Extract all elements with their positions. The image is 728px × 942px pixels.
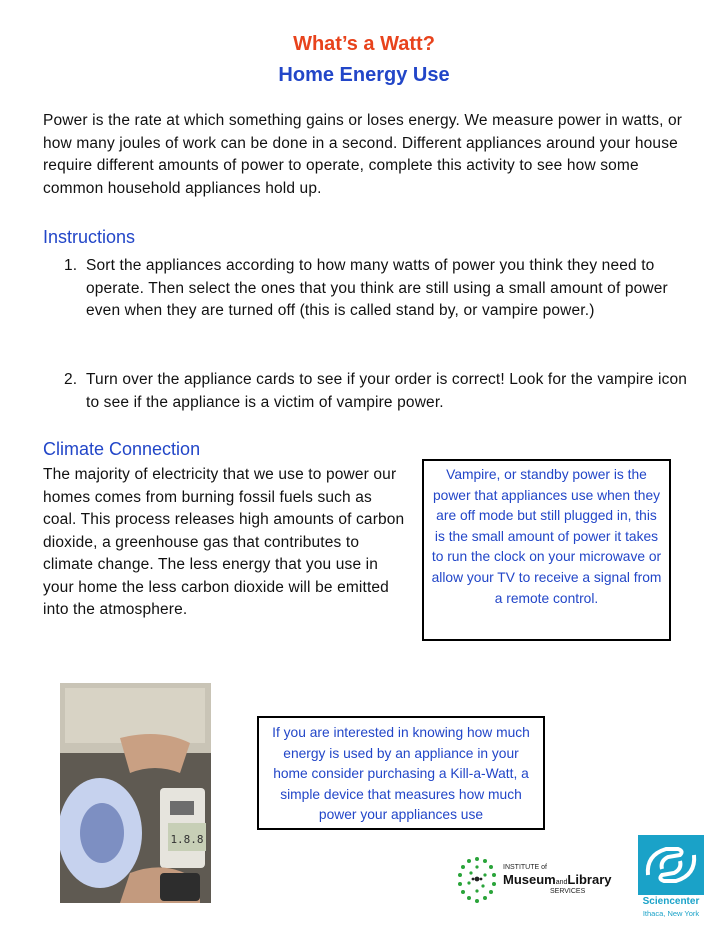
kill-a-watt-photo xyxy=(60,683,211,903)
page-subtitle: Home Energy Use xyxy=(278,64,450,86)
imls-services-text: SERVICES xyxy=(550,888,586,895)
instruction-text-1: Sort the appliances according to how many watts of power you think they need to operate. Then select the ones that you think are still using a small amount of power even when they are turned off (this is called stand by, or vampire power.) xyxy=(86,257,668,319)
imls-starburst-icon xyxy=(455,855,499,905)
instruction-text-2: Turn over the appliance cards to see if your order is correct! Look for the vampire icon to see if the appliance is a victim of vampire power. xyxy=(86,371,688,411)
kill-a-watt-photo-illustration xyxy=(60,683,211,903)
kill-a-watt-callout: If you are interested in knowing how much energy is used by an appliance in your home consider purchasing a Kill-a-Watt, a simple device that measures how much power your appliances use xyxy=(257,716,545,830)
imls-museum-library-text xyxy=(503,872,612,887)
imls-and-word: and xyxy=(555,879,568,886)
page-title: What’s a Watt? xyxy=(293,33,435,55)
vampire-power-callout: Vampire, or standby power is the power that appliances use when they are off mode but still plugged in, this is the small amount of power it takes to run the clock on your microwave or allow your TV to receive a signal from a remote control. xyxy=(422,459,671,641)
climate-paragraph: The majority of electricity that we use to power our homes comes from burning fossil fuels such as coal. This process releases high amounts of carbon dioxide, a greenhouse gas that contributes to climate change. The less energy that you use in your home the less carbon dioxide will be emitted into the atmosphere. xyxy=(43,466,405,618)
instruction-number-2: 2. xyxy=(64,371,78,388)
imls-institute-text: INSTITUTE of xyxy=(503,864,547,871)
imls-logo xyxy=(455,855,612,905)
imls-library-word: Library xyxy=(567,872,612,887)
instruction-item-2 xyxy=(64,369,688,414)
sciencenter-hands-icon xyxy=(638,835,704,895)
instruction-number-1: 1. xyxy=(64,257,78,274)
sciencenter-place: Ithaca, New York xyxy=(642,909,700,918)
climate-heading: Climate Connection xyxy=(43,439,201,459)
intro-paragraph: Power is the rate at which something gains or loses energy. We measure power in watts, or how many joules of work can be done in a second. Different appliances around your house require different amounts of power to operate, complete this activity to see how some common household appliances hold up. xyxy=(43,112,683,197)
instruction-item-1 xyxy=(64,255,688,323)
imls-museum-word: Museum xyxy=(503,872,556,887)
meter-reading: 1.8.8 xyxy=(170,833,204,846)
instructions-heading: Instructions xyxy=(43,227,136,247)
sciencenter-logo xyxy=(636,835,706,925)
sciencenter-name: Sciencenter xyxy=(642,896,700,907)
